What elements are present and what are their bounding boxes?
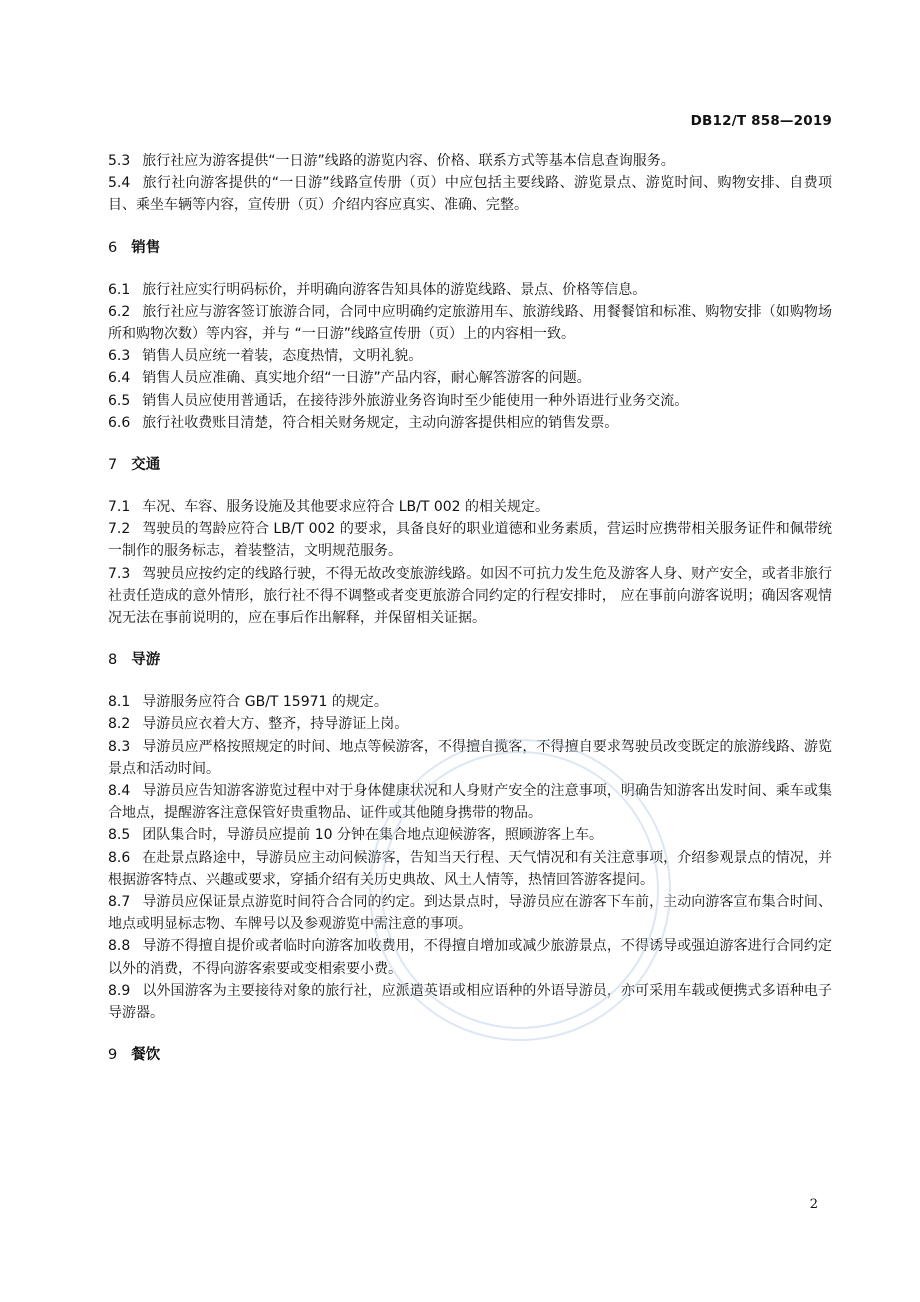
clause-text: 导游服务应符合 GB/T 15971 的规定。 <box>142 694 388 711</box>
clause-text: 旅行社应实行明码标价，并明确向游客告知具体的游览线路、景点、价格等信息。 <box>142 281 647 298</box>
clause-text: 团队集合时，导游员应提前 10 分钟在集合地点迎候游客，照顾游客上车。 <box>142 827 603 844</box>
clause-number: 6.3 <box>108 348 131 365</box>
clause-paragraph <box>108 367 832 389</box>
section <box>108 1044 832 1066</box>
clause-text: 导游员应保证景点游览时间符合合同的约定。到达景点时，导游员应在游客下车前，主动向游客宣布集合时间、地点或明显标志物、车牌号以及参观游览中需注意的事项。 <box>108 894 832 933</box>
section <box>108 237 832 434</box>
clause-number: 8.8 <box>108 938 131 955</box>
clause-text: 车况、车容、服务设施及其他要求应符合 LB/T 002 的相关规定。 <box>142 499 550 516</box>
section-heading <box>108 454 832 476</box>
clause-paragraph <box>108 563 832 630</box>
clause-paragraph <box>108 518 832 562</box>
clause-number: 7.3 <box>108 565 131 582</box>
clause-number: 6.6 <box>108 414 131 431</box>
section-title: 导游 <box>131 652 161 669</box>
clause-paragraph <box>108 390 832 412</box>
clause-paragraph <box>108 780 832 824</box>
clause-number: 8.3 <box>108 738 131 755</box>
clause-paragraph <box>108 980 832 1024</box>
section <box>108 454 832 629</box>
clause-paragraph <box>108 496 832 518</box>
page-number: 2 <box>809 1197 818 1212</box>
clause-number: 6.4 <box>108 370 131 387</box>
section-heading <box>108 237 832 259</box>
clause-number: 8.4 <box>108 783 131 800</box>
clause-paragraph <box>108 824 832 846</box>
clause-number: 8.6 <box>108 849 131 866</box>
document-code: DB12/T 858—2019 <box>690 113 832 129</box>
clause-paragraph <box>108 935 832 979</box>
clause-text: 旅行社收费账目清楚，符合相关财务规定，主动向游客提供相应的销售发票。 <box>142 414 619 431</box>
section-number: 8 <box>108 652 118 669</box>
section <box>108 649 832 1024</box>
clause-paragraph <box>108 847 832 891</box>
section-number: 9 <box>108 1047 118 1064</box>
clause-number: 8.9 <box>108 982 131 999</box>
section-number: 6 <box>108 239 118 256</box>
document-body <box>108 150 832 1086</box>
clause-number: 6.1 <box>108 281 131 298</box>
clause-number: 5.4 <box>108 175 131 192</box>
clause-number: 7.2 <box>108 521 131 538</box>
section-title: 餐饮 <box>131 1047 161 1064</box>
clause-paragraph <box>108 345 832 367</box>
clause-text: 导游不得擅自提价或者临时向游客加收费用，不得擅自增加或减少旅游景点，不得诱导或强迫游客进行合同约定以外的消费，不得向游客索要或变相索要小费。 <box>108 938 832 977</box>
clause-paragraph <box>108 713 832 735</box>
clause-number: 5.3 <box>108 153 131 169</box>
clause-text: 导游员应严格按照规定的时间、地点等候游客，不得擅自揽客，不得擅自要求驾驶员改变既定的旅游线路、游览景点和活动时间。 <box>108 738 832 777</box>
section-heading <box>108 1044 832 1066</box>
clause-text: 驾驶员应按约定的线路行驶，不得无故改变旅游线路。如因不可抗力发生危及游客人身、财产安全，或者非旅行社责任造成的意外情形，旅行社不得不调整或者变更旅游合同约定的行程安排时， 应在事前向游客说明；确因客观情况无法在事前说明的，应在事后作出解释，并保留相关证据。 <box>108 565 832 627</box>
clause-number: 8.2 <box>108 716 131 733</box>
clause-paragraph <box>108 736 832 780</box>
section-heading <box>108 649 832 671</box>
clause-text: 销售人员应准确、真实地介绍“一日游”产品内容，耐心解答游客的问题。 <box>142 370 591 387</box>
clause-number: 7.1 <box>108 499 131 516</box>
clause-number: 8.1 <box>108 694 131 711</box>
clause-paragraph <box>108 301 832 345</box>
clause-text: 销售人员应使用普通话，在接待涉外旅游业务咨询时至少能使用一种外语进行业务交流。 <box>142 392 689 409</box>
clause-number: 8.5 <box>108 827 131 844</box>
clause-text: 旅行社应为游客提供“一日游”线路的游览内容、价格、联系方式等基本信息查询服务。 <box>142 153 675 169</box>
clause-text: 销售人员应统一着装，态度热情，文明礼貌。 <box>142 348 423 365</box>
section-title: 交通 <box>131 457 161 474</box>
clause-text: 驾驶员的驾龄应符合 LB/T 002 的要求，具备良好的职业道德和业务素质，营运时应携带相关服务证件和佩带统一制作的服务标志，着装整洁，文明规范服务。 <box>108 521 832 560</box>
clause-paragraph <box>108 412 832 434</box>
clause-paragraph <box>108 691 832 713</box>
clause-text: 旅行社应与游客签订旅游合同，合同中应明确约定旅游用车、旅游线路、用餐餐馆和标准、购物安排（如购物场所和购物次数）等内容，并与 “一日游”线路宣传册（页）上的内容相一致。 <box>108 303 832 343</box>
clause-number: 6.5 <box>108 392 131 409</box>
clause-paragraph <box>108 279 832 301</box>
clause-text: 以外国游客为主要接待对象的旅行社，应派遣英语或相应语种的外语导游员，亦可采用车载或便携式多语种电子导游器。 <box>108 982 832 1022</box>
clause-text: 旅行社向游客提供的“一日游”线路宣传册（页）中应包括主要线路、游览景点、游览时间、购物安排、自费项目、乘坐车辆等内容，宣传册（页）介绍内容应真实、准确、完整。 <box>108 175 832 214</box>
clause-number: 8.7 <box>108 894 131 911</box>
clause-paragraph <box>108 150 832 172</box>
section <box>108 150 832 217</box>
clause-text: 在赴景点路途中，导游员应主动问候游客，告知当天行程、天气情况和有关注意事项，介绍参观景点的情况，并根据游客特点、兴趣或要求，穿插介绍有关历史典故、风土人情等，热情回答游客提问。 <box>108 849 832 888</box>
clause-paragraph <box>108 172 832 216</box>
clause-number: 6.2 <box>108 303 131 320</box>
clause-text: 导游员应告知游客游览过程中对于身体健康状况和人身财产安全的注意事项，明确告知游客出发时间、乘车或集合地点，提醒游客注意保管好贵重物品、证件或其他随身携带的物品。 <box>108 783 832 822</box>
section-number: 7 <box>108 457 118 474</box>
section-title: 销售 <box>131 239 161 256</box>
clause-text: 导游员应衣着大方、整齐，持导游证上岗。 <box>142 716 409 733</box>
clause-paragraph <box>108 891 832 935</box>
